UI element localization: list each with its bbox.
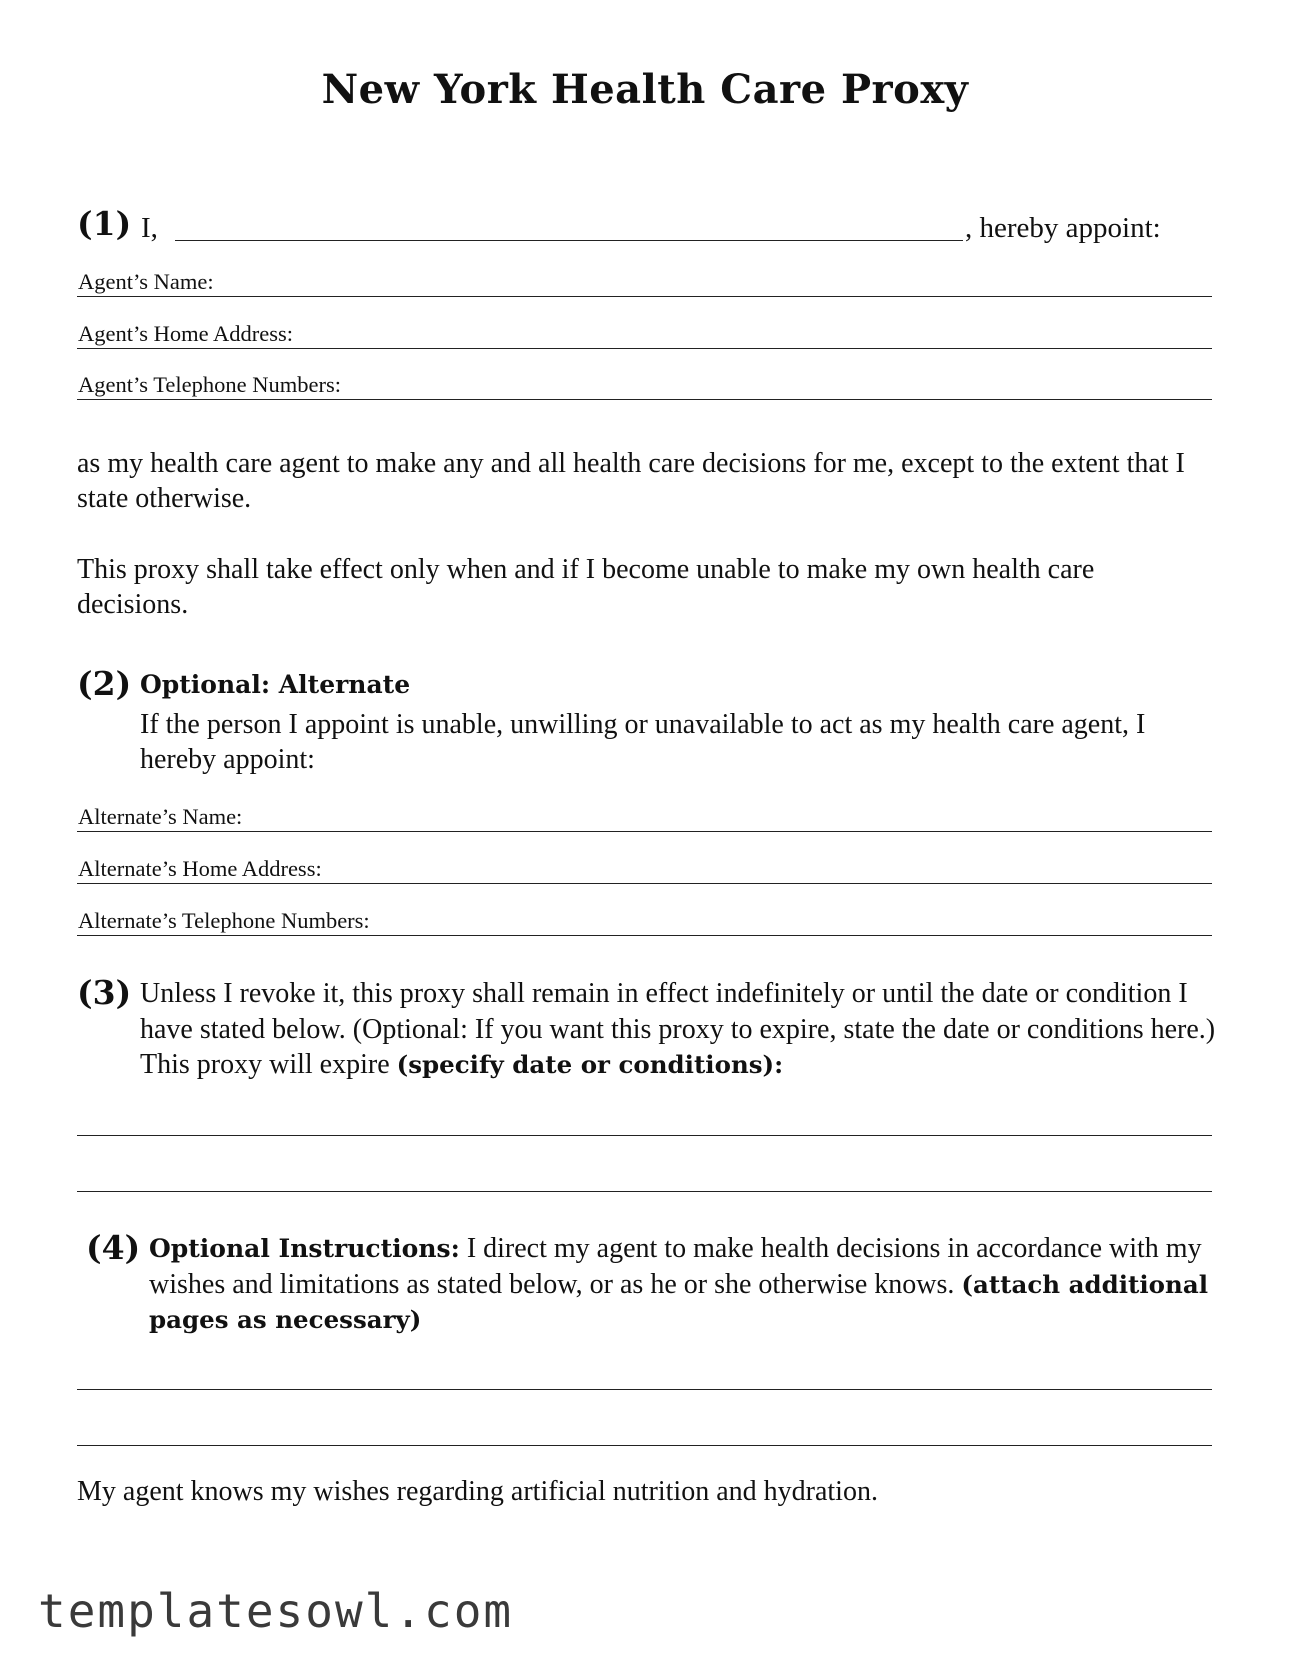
agent-address-label: Agent’s Home Address:	[78, 321, 293, 346]
alternate-address-label: Alternate’s Home Address:	[78, 856, 322, 881]
agent-name-label: Agent’s Name:	[78, 269, 214, 294]
alternate-name-label: Alternate’s Name:	[78, 804, 243, 829]
document-title: New York Health Care Proxy	[321, 66, 969, 113]
section-2-heading: Optional: Alternate	[140, 670, 411, 699]
section-4-number: (4)	[86, 1228, 141, 1267]
instructions-line-1[interactable]	[77, 1389, 1212, 1390]
agent-phone-label: Agent’s Telephone Numbers:	[78, 372, 341, 397]
principal-suffix: , hereby appoint:	[965, 212, 1161, 244]
agent-scope-paragraph: as my health care agent to make any and all health care decisions for me, except to the extent that I state otherwise.	[77, 448, 1185, 514]
section-4-bold-tail: (attach additional pages as necessary)	[149, 1269, 1209, 1334]
alternate-phone-field[interactable]	[77, 907, 1212, 936]
closing-paragraph: My agent knows my wishes regarding artificial nutrition and hydration.	[77, 1476, 878, 1507]
alternate-address-field[interactable]	[77, 855, 1212, 884]
section-3-number: (3)	[77, 973, 132, 1012]
section-4-text: I direct my agent to make health decisions in accordance with my wishes and limitations as stated below, or as he or she otherwise knows.	[149, 1233, 1202, 1300]
effect-paragraph: This proxy shall take effect only when and if I become unable to make my own health care decisions.	[77, 554, 1095, 620]
instructions-line-2[interactable]	[77, 1445, 1212, 1446]
principal-prefix: I,	[141, 212, 158, 244]
expiration-line-1[interactable]	[77, 1135, 1212, 1136]
section-2-number: (2)	[77, 664, 132, 703]
agent-name-field[interactable]	[77, 268, 1212, 297]
agent-phone-field[interactable]	[77, 371, 1212, 400]
section-1-number: (1)	[77, 204, 132, 243]
alternate-phone-label: Alternate’s Telephone Numbers:	[78, 908, 370, 933]
principal-name-line	[77, 204, 1212, 252]
section-3-text: Unless I revoke it, this proxy shall remain in effect indefinitely or until the date or condition I have stated below. (Optional: If you want this proxy to expire, state the date or conditions here.) This proxy will expire	[140, 978, 1216, 1080]
watermark: templatesowl.com	[38, 1584, 514, 1638]
section-2-text: If the person I appoint is unable, unwilling or unavailable to act as my health care agent, I hereby appoint:	[140, 708, 1146, 775]
alternate-name-field[interactable]	[77, 803, 1212, 832]
principal-name-field[interactable]	[175, 212, 963, 241]
agent-address-field[interactable]	[77, 320, 1212, 349]
expiration-line-2[interactable]	[77, 1191, 1212, 1192]
section-4-heading: Optional Instructions:	[149, 1234, 460, 1263]
section-3-bold-tail: (specify date or conditions):	[396, 1050, 784, 1079]
